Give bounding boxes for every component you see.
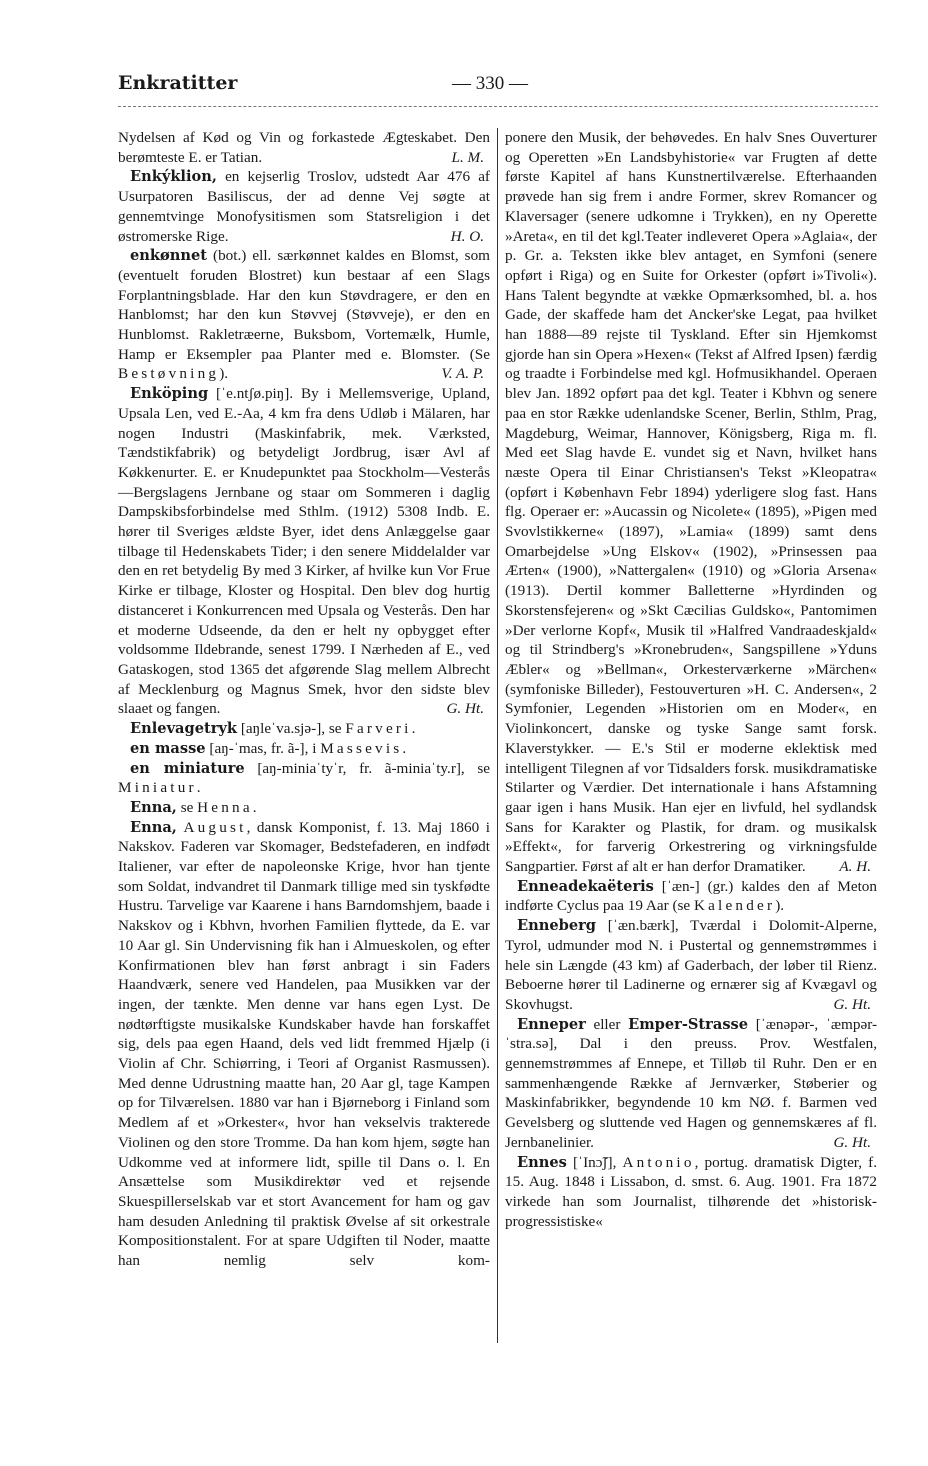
cross-reference: Massevis [320,739,403,757]
entry-text: . [411,720,416,738]
dictionary-entry [118,759,490,798]
entry-headword: Enna, [130,818,177,836]
cross-reference: Henna [197,798,253,816]
entry-headword: Enlevagetryk [130,720,238,738]
author-signature: L. M. [451,148,484,166]
entry-headword: en masse [130,739,206,757]
dictionary-entry [118,818,490,1271]
entry-headword: Enneper [517,1015,586,1033]
author-signature: G. Ht. [833,995,871,1013]
dictionary-entry [118,719,490,739]
dictionary-entry [505,877,877,916]
entry-text: , portug. dramatisk Digter, f. 15. Aug. 1848 i Lissabon, d. smst. 6. Aug. 1901. Fra 1872 virkede han som Journalist, tilhørende det »historisk-progressistiske« [505,1153,877,1230]
dictionary-entry [118,128,490,167]
dictionary-entry [118,167,490,246]
author-signature: A. H. [839,858,871,876]
right-column [505,128,877,1231]
entry-headword: enkønnet [130,247,207,265]
page-number: — 330 — [452,73,528,94]
cross-reference: Farveri [345,720,412,738]
entry-text: [aŋ-ˈmas, fr. ã-], i [205,739,321,757]
column-divider [497,128,498,1343]
entry-headword: Enna, [130,798,177,816]
entry-headword: Emper-Strasse [628,1015,749,1033]
entry-text: [ˈæn.bærk], Tværdal i Dolomit-Alperne, Tyrol, udmunder mod N. i Pustertal og gennemstrømmes i hele sin Længde (43 km) af Gaderbach, der løber til Rienz. Beboerne hører til Ladinerne og ernærer sig af Kvægavl og Skovhugst. [505,917,877,1013]
entry-text: . [252,798,257,816]
entry-text: ponere den Musik, der behøvedes. En halv Snes Ouverturer og Operetten »En Landsbyhistorie« var Frugten af dette første Kapitel af hans Kunstnertilværelse. Efterhaanden prøvede han sig frem i andre Former, skrev Romancer og Klaversager (senere udkomne i Trykken), en ny Operette »Areta«, en til det kgl.Teater indleveret Opera »Aglaia«, der p. Gr. a. Teksten ikke blev antaget, en Symfoni (senere opført i Riga) og en Suite for Orkester (opført i»Tivoli«). Hans Talent begyndte at vække Opmærksomhed, bl. a. hos Gade, der skaffede ham det Ancker'ske Legat, paa hvilket han 1888—89 rejste til Tyskland. Efter sin Hjemkomst gjorde han sin Opera »Hexen« (Tekst af Alfred Ipsen) færdig og traadte i Forbindelse med kgl. Hofmusikhandel. Operaen blev Jan. 1892 opført paa det kgl. Teater i Kbhvn og senere paa en stor Række udenlandske Scener, Berlin, Sthlm, Prag, Magdeburg, Weimar, Hannover, Königsberg, Riga m. fl. Med eet Slag havde E. vundet sig et Navn, hvilket hans næste Opera til Einar Christiansen's Tekst »Kleopatra« (opført i København Febr 1894) yderligere slog fast. Hans flg. Operaer er: »Aucassin og Nicolete« (1895), »Pigen med Svovlstikkerne« (1897), »Lamia« (1899) samt dens Omarbejdelse »Ung Elskov« (1902), »Prinsessen paa Ærten« (1900), »Nattergalen« (1910) og »Gloria Arsena« (1913). Dertil kommer Balletterne »Hyrdinden og Skorstensfejeren« og »Skt Cæcilias Guldsko«, Pantomimen »Der verlorne Kopf«, Musik til »Halfred Vandraadeskjald« og til Strindberg's »Kronebruden«, Sangspillene »Yduns Æbler« og »Bellman«, Orkesterværkerne »Märchen« (symfoniske Billeder), Festouverturen »H. C. Andersen«, 2 Symfonier, Legenden »Historien om en Moder«, en Violinkoncert, danske og tyske Sange samt forsk. Klaverstykker. — E.'s Stil er moderne eklektisk med intelligent Tilegnen af vor Tidsalders forsk. musikdramatiske Stilarter og Værdier. Det internationale i hans Afstamning gaar igen i hans Musik. Han ejer en livfuld, hel sydlandsk Sans for Karakter og Plastik, for dram. og musikalsk »Effekt«, for farverig Orkestrering og virkningsfulde Sangpartier. Først af alt er han derfor Dramatiker. [505,129,877,876]
author-signature: H. O. [450,227,484,245]
running-head-title: Enkratitter [118,72,238,94]
entry-text: . [196,779,201,797]
author-signature: V. A. P. [441,365,484,383]
cross-reference: Antonio [622,1153,695,1171]
entry-text: [ˈe.ntʃø.piŋ]. By i Mellemsverige, Upland, Upsala Len, ved E.-Aa, 4 km fra dens Udløb i Mälaren, har nogen Industri (Maskinfabrik, mek. Værksted, Tændstikfabrik) og betydeligt Jordbrug, især Avl af Køkkenurter. E. er Knudepunktet paa Stockholm—Vesterås—Bergslagens Jernbane og staar om Sommeren i daglig Dampskibsforbindelse med Sthlm. (1912) 5308 Indb. E. hører til Sveriges ældste Byer, idet dens Anlæggelse gaar tilbage til Hedenskabets Tider; i den senere Middelalder var den en ret betydelig By med 3 Kirker, af hvilke kun Vor Frue Kirke er tilbage, Kloster og Hospital. Den blev dog hurtig distanceret i Konkurrencen med Upsala og Vesterås. Den har et moderne Udseende, da den er helt ny opbygget efter voldsomme Ildebrande, senest 1799. I Nærheden af E., ved Gataskogen, stod 1365 det afgørende Slag mellem Albrecht af Mecklenburg og Magnus Smek, hvor den sidste blev slaaet og fangen. [118,385,490,718]
dictionary-entry [505,1153,877,1232]
entry-text: (bot.) ell. særkønnet kaldes en Blomst, som (eventuelt foruden Blostret) kun bestaar af een Slags Forplantningsblade. Har den kun Støvdragere, er den en Hanblomst; har den kun Støvvej (Støvveje), er den en Hunblomst. Rakletræerne, Buksbom, Vortemælk, Humle, Hamp er Eksempler paa Planter med e. Blomster. (Se [118,247,490,363]
cross-reference: Miniatur [118,779,197,797]
entry-text: , dansk Komponist, f. 13. Maj 1860 i Nakskov. Faderen var Skomager, Bedstefaderen, en indfødt Italiener, var efter de napoleonske Krige, hvor han tjente som Soldat, indvandret til Danmark tillige med sin tyskfødte Hustru. Tarvelige var Kaarene i hans Barndomshjem, baade i Nakskov og i Kbhvn, hvorhen Familien flyttede, da E. var 10 Aar gl. Sin Undervisning fik han i Almueskolen, og efter Konfirmationen blev han først anbragt i sin Faders Haandværk, senere ved Handelen, paa Musikken var der ingen, der tænkte. Men denne var hans egen Lyst. De nødtørftigste musikalske Kundskaber havde han forskaffet sig, dels paa egen Haand, dels ved lidt fremmed Hjælp (i Violin af Chr. Schiørring, i Teori af Organist Rasmussen). Med denne Udrustning maatte han, 20 Aar gl, tage Kampen op for Tilværelsen. 1880 var han i Bjørneborg i Finland som Medlem af et »Orkester«, hvor han vekselvis trakterede Violinen og den store Tromme. Da han kom hjem, søgte han Udkomme ved at informere lidt, spille til Dans o. l. En Ansættelse som Musikdirektør ved et rejsende Skuespillerselskab var et stort Avancement for ham og gav ham desuden Anledning til praktisk Øvelse af sit orkestrale Kompositionstalent. For at spare Udgiften til Noder, maatte han nemlig selv kom- [118,818,490,1270]
dictionary-entry [118,384,490,719]
dictionary-entry [118,739,490,759]
entry-headword: Enneberg [517,917,597,935]
dictionary-entry [118,798,490,818]
entry-text: ). [775,897,785,915]
dictionary-entry [118,246,490,384]
dictionary-entry [505,1015,877,1153]
entry-headword: Ennes [517,1153,567,1171]
dictionary-entry [505,916,877,1015]
entry-text: [aŋleˈva.sjə-], se [237,720,346,738]
entry-headword: Enkýklion, [130,168,217,186]
entry-text: [ˈInɔ̃ʃ], [566,1153,623,1171]
dictionary-entry [505,128,877,877]
author-signature: G. Ht. [446,700,484,718]
entry-text: eller [585,1015,629,1033]
entry-headword: Enköping [130,385,209,403]
entry-headword: en miniature [130,759,245,777]
entry-text: [ˈæn-] (gr.) kaldes den af Meton indførte Cyclus paa 19 Aar (se [505,877,877,915]
entry-text: ). [219,365,229,383]
entry-text: en kejserlig Troslov, udstedt Aar 476 af Usurpatoren Basiliscus, der ad denne Vej søgte at gennemtvinge Monofysitismen som Statsreligion i det østromerske Rige. [118,168,490,245]
header-rule [118,106,878,107]
entry-text: [aŋ-miniaˈtyˈr, fr. ã-miniaˈty.r], se [244,759,490,777]
cross-reference: Bestøvning [118,365,220,383]
entry-text: . [402,739,407,757]
left-column [118,128,490,1271]
entry-text: [ˈænəpər-, ˈæmpər-ˈstra.sə], Dal i den preuss. Prov. Westfalen, gennemstrømmes af Ennepe, et Tilløb til Ruhr. Den er en sammenhængende Række af Jernværker, Støberier og Maskinfabrikker, begyndende 10 km NØ. f. Barmen ved Gevelsberg og sluttende ved Hagen og gennemskæres af fl. Jernbanelinier. [505,1015,878,1151]
entry-headword: Enneadekaëteris [517,877,654,895]
cross-reference: Kalender [693,897,776,915]
cross-reference: August [183,818,247,836]
author-signature: G. Ht. [833,1133,871,1151]
entry-text: se [176,798,198,816]
entry-text: Nydelsen af Kød og Vin og forkastede Ægteskabet. Den berømteste E. er Tatian. [118,129,490,166]
